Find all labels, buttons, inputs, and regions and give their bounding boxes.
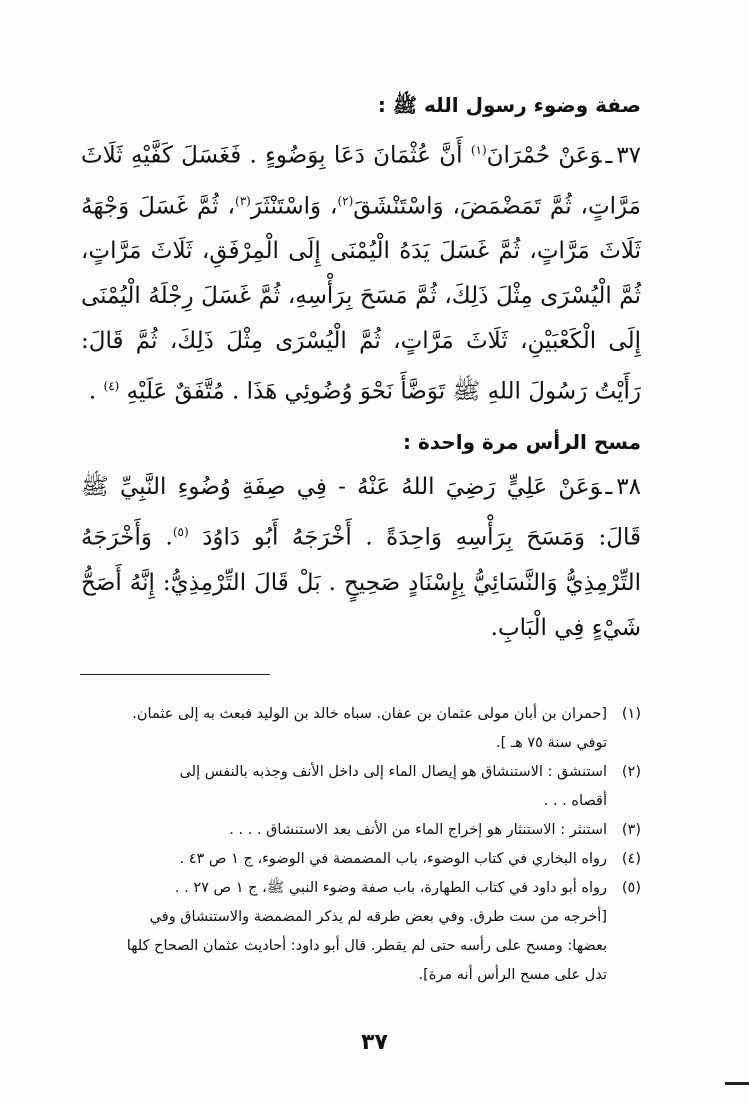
footnote-3 bbox=[81, 816, 641, 845]
footnote-2 bbox=[81, 758, 641, 816]
footnote-number: (٣) bbox=[621, 822, 641, 838]
footnote-text: رواه أبو داود في كتاب الطهارة، باب صفة وضوء النبي ﷺ، ج ١ ص ٢٧ . . bbox=[174, 880, 607, 896]
footnote-text: [أخرجه من ست طرق. وفي بعض طرقه لم يذكر المضمضة والاستنشاق وفي bbox=[149, 909, 607, 925]
footnote-text: استنشق : الاستنشاق هو إيصال الماء إلى داخل الأنف وجذبه بالنفس إلى bbox=[179, 764, 607, 780]
footnote-number: (١) bbox=[621, 706, 641, 722]
footnote-5 bbox=[81, 874, 641, 990]
footnote-number: (٥) bbox=[621, 880, 641, 896]
hadith-text: وَعَنْ عَلِيٍّ رَضِيَ اللهُ عَنْهُ - فِي صِفَةِ وُضُوءِ النَّبِيِّ ﷺ قَالَ: وَمَسَحَ بِرَأْسِهِ وَاحِدَةً . أَخْرَجَهُ أَبُو دَاوُدَ bbox=[81, 473, 641, 551]
dash: ـ bbox=[605, 142, 613, 169]
footnotes bbox=[81, 700, 641, 990]
dash: ـ bbox=[605, 473, 613, 500]
hadith-text: وَعَنْ حُمْرَانَ bbox=[486, 142, 602, 169]
footnote-text: استنثر : الاستنثار هو إخراج الماء من الأنف بعد الاستنشاق . . . . bbox=[229, 822, 607, 838]
footnote-ref-3: (٣) bbox=[235, 193, 251, 208]
footnote-number: (٤) bbox=[621, 851, 641, 867]
scan-edge-mark bbox=[725, 1082, 749, 1085]
footnote-text: توفي سنة ٧٥ هـ ]. bbox=[495, 735, 607, 751]
footnote-separator bbox=[80, 674, 270, 675]
footnote-text: [حمران بن أبان مولى عثمان بن عفان. سباه خالد بن الوليد فبعث به إلى عثمان. bbox=[132, 706, 607, 722]
footnote-text: تدل على مسح الرأس أنه مرة]. bbox=[418, 967, 607, 983]
footnote-ref-1: (١) bbox=[470, 143, 487, 157]
hadith-text: ، وَاسْتَنْثَرَ bbox=[250, 193, 338, 220]
page-number: ٣٧ bbox=[361, 1030, 388, 1055]
section-heading-wudu: صفة وضوء رسول الله ﷺ : bbox=[377, 93, 641, 117]
main-text bbox=[81, 88, 641, 661]
footnote-text: بعضها: ومسح على رأسه حتى لم يقطر. قال أبو داود: أحاديث عثمان الصحاح كلها bbox=[126, 938, 607, 954]
footnote-text: أقصاه . . . bbox=[543, 793, 607, 809]
footnote-4 bbox=[81, 845, 641, 874]
footnote-ref-4: (٤) bbox=[103, 379, 120, 394]
footnote-ref-5: (٥) bbox=[172, 524, 189, 539]
footnote-1 bbox=[81, 700, 641, 758]
hadith-text: أَنَّ عُثْمَانَ دَعَا بِوَضُوءٍ . فَغَسَلَ كَفَّيْهِ ثَلَاثَ مَرَّاتٍ، ثُمَّ تَمَضْمَضَ، وَاسْتَنْشَقَ bbox=[81, 142, 641, 220]
hadith-number: ٣٧ bbox=[616, 142, 641, 169]
section-heading-head-wipe: مسح الرأس مرة واحدة : bbox=[403, 429, 641, 454]
footnote-text: رواه البخاري في كتاب الوضوء، باب المضمضة في الوضوء، ج ١ ص ٤٣ . bbox=[179, 851, 607, 867]
hadith-text: . bbox=[88, 378, 97, 405]
hadith-37 bbox=[81, 128, 641, 415]
footnote-ref-2: (٢) bbox=[337, 193, 354, 208]
hadith-text: ، ثُمَّ غَسَلَ وَجْهَهُ ثَلَاثَ مَرَّاتٍ، ثُمَّ غَسَلَ يَدَهُ الْيُمْنَى إِلَى الْمِرْفَقِ، ثَلَاثَ مَرَّاتٍ، ثُمَّ الْيُسْرَى مِثْلَ ذَلِكَ، ثُمَّ مَسَحَ بِرَأْسِهِ، ثُمَّ غَسَلَ رِجْلَهُ الْيُمْنَى إِلَى الْكَعْبَيْنِ، ثَلَاثَ مَرَّاتٍ، ثُمَّ الْيُسْرَى مِثْلَ ذَلِكَ، ثُمَّ قَالَ: رَأَيْتُ رَسُولَ اللهِ ﷺ تَوَضَّأَ نَحْوَ وُضُوئِي هَذَا . مُتَّفَقٌ عَلَيْهِ bbox=[81, 193, 641, 405]
hadith-text: . وَأَخْرَجَهُ التِّرْمِذِيُّ وَالنَّسَائِيُّ بِإِسْنَادٍ صَحِيحٍ . بَلْ قَالَ التِّرْمِذِيُّ: إِنَّهُ أَصَحُّ شَيْءٍ فِي الْبَابِ. bbox=[81, 524, 641, 641]
hadith-number: ٣٨ bbox=[616, 473, 641, 500]
footnote-number: (٢) bbox=[621, 764, 641, 780]
hadith-38 bbox=[81, 465, 641, 651]
